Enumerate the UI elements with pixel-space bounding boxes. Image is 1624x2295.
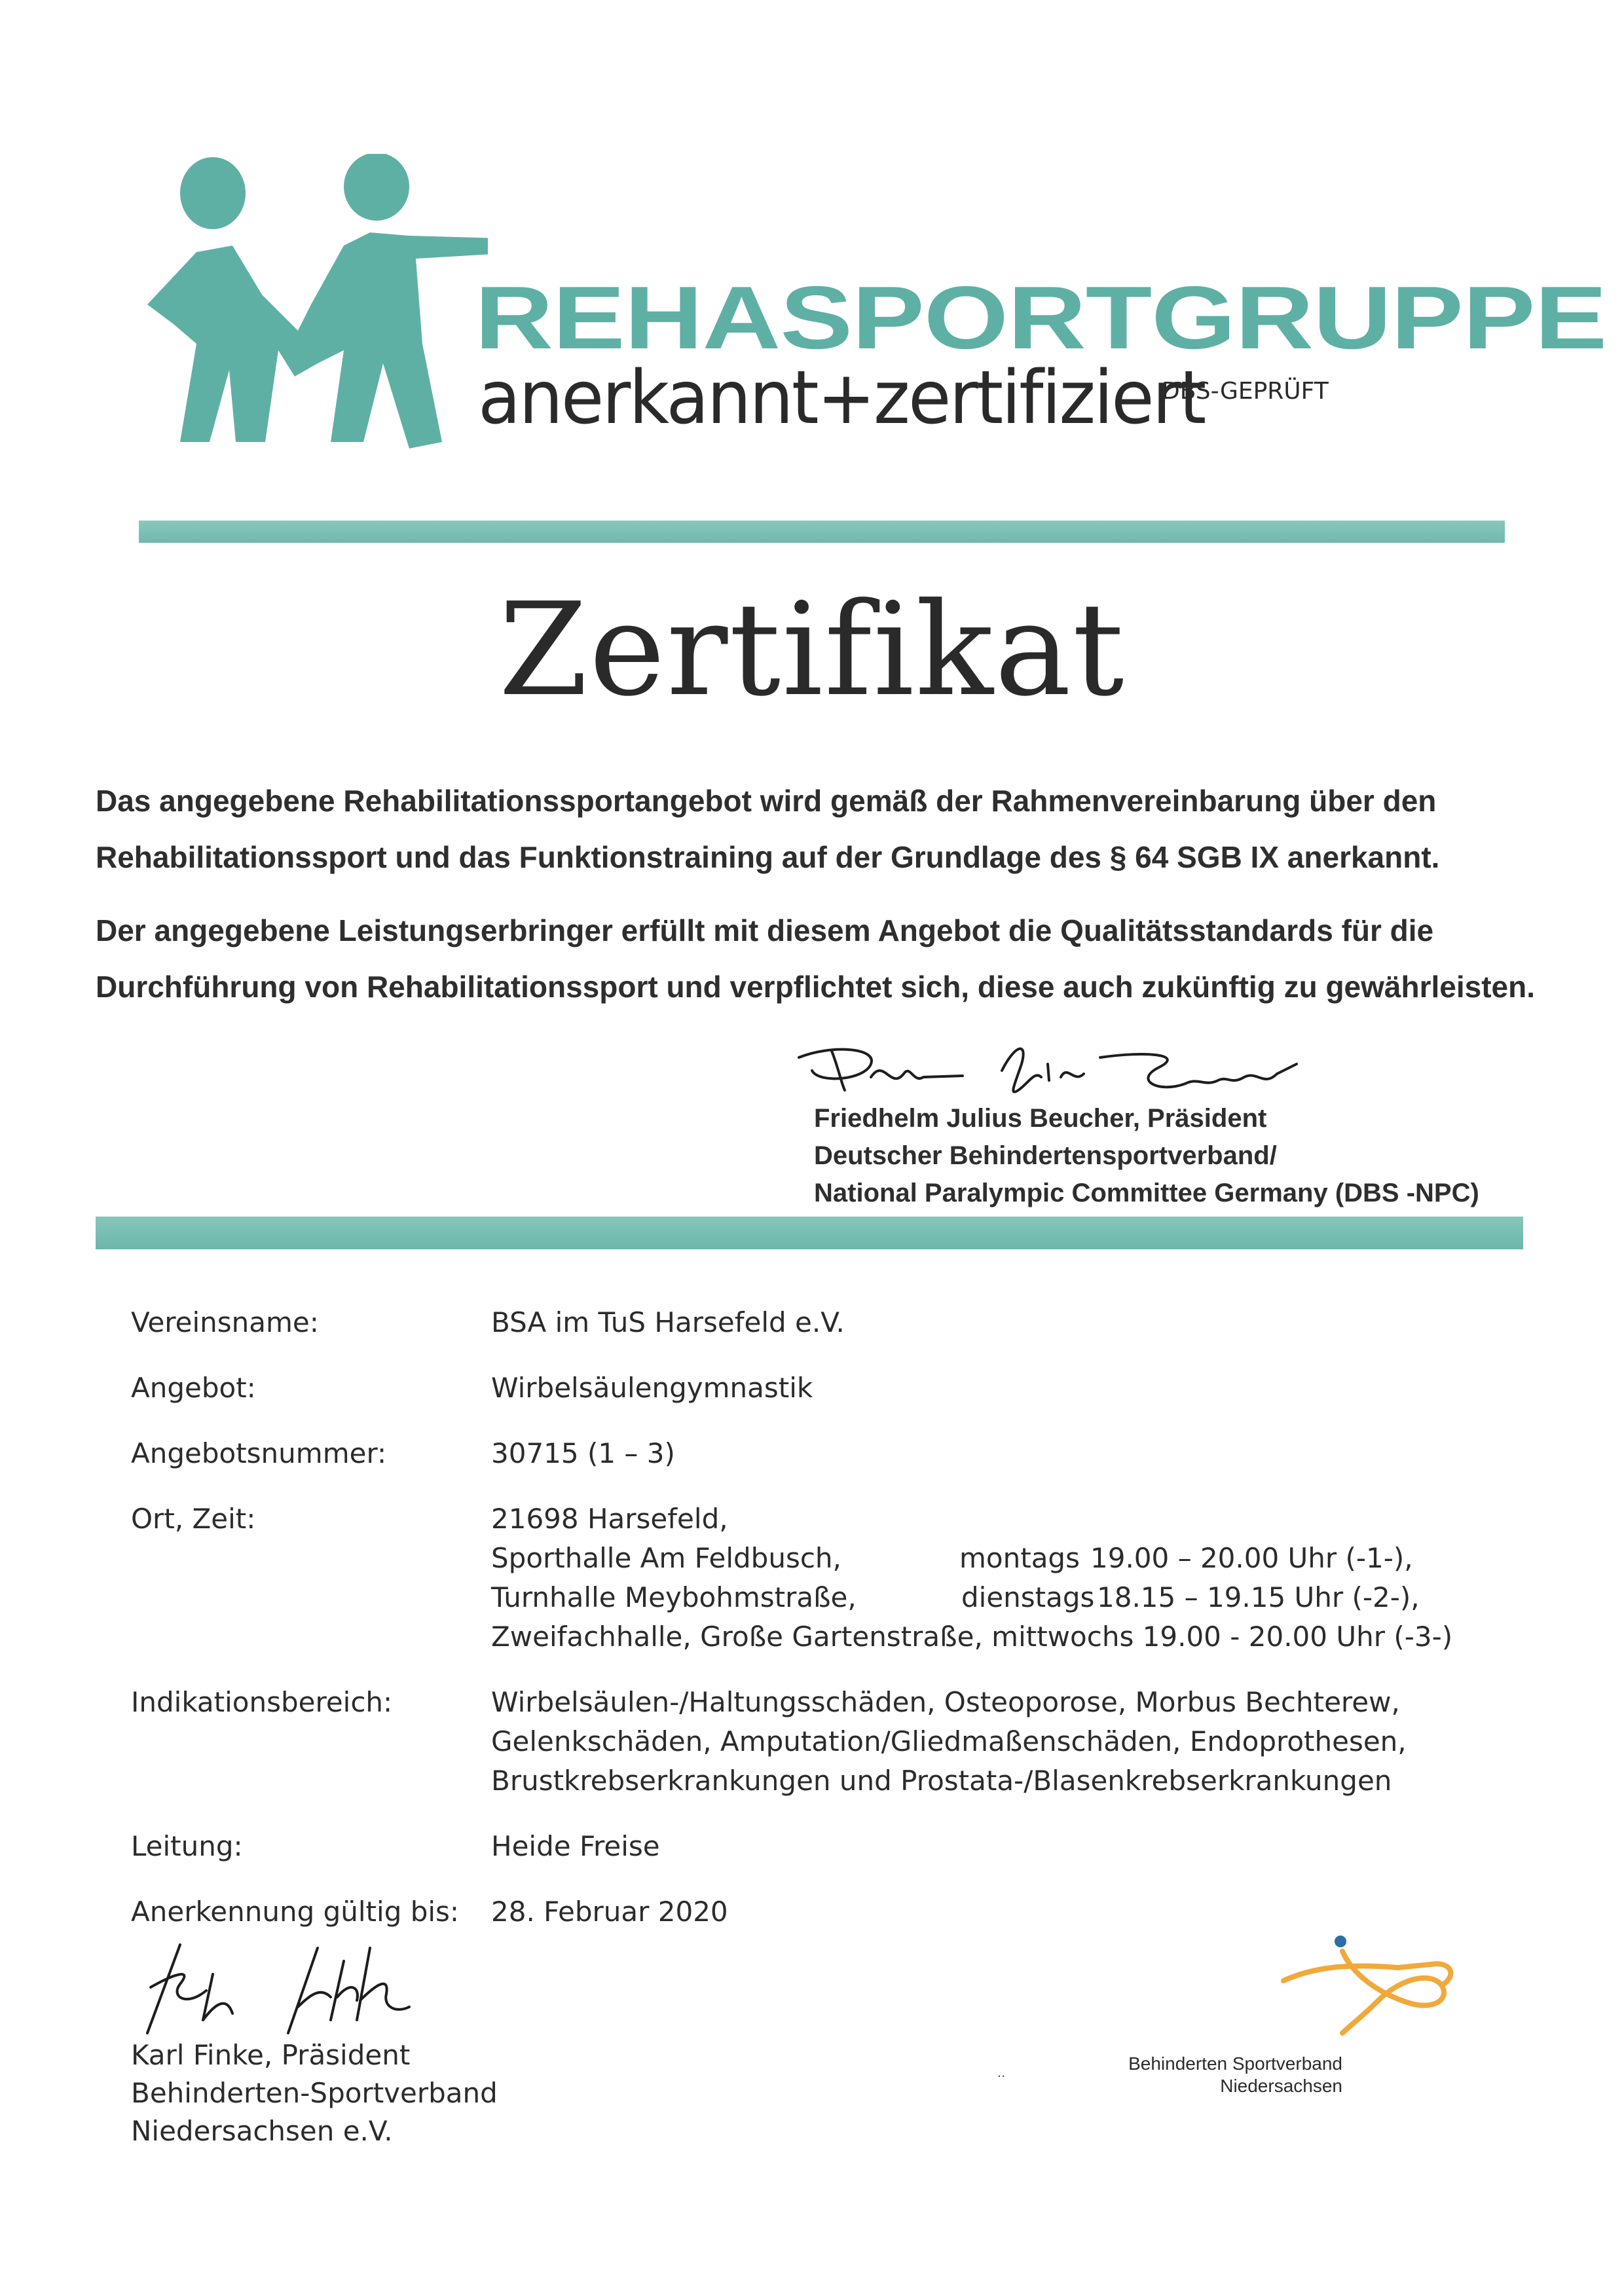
ort-zeit-label: Ort, Zeit:: [131, 1503, 256, 1535]
leitung-label: Leitung:: [131, 1830, 243, 1862]
signatory-1-block: [814, 1100, 1479, 1212]
logo-subtitle: anerkannt+zertifiziert: [478, 356, 1205, 441]
indikation-line-3: Brustkrebserkrankungen und Prostata-/Blasenkrebserkrankungen: [491, 1765, 1392, 1797]
bsn-logo-text: [1100, 2053, 1342, 2097]
signatory-2-org-2: Niedersachsen e.V.: [131, 2115, 393, 2147]
bsn-line-1: Behinderten Sportverband: [1128, 2053, 1342, 2074]
ort-line-2-time: 19.00 – 20.00 Uhr (-1-),: [1090, 1542, 1413, 1574]
logo-title: REHASPORTGRUPPE: [475, 268, 1607, 368]
scan-mark: ..: [997, 2064, 1006, 2080]
bsn-line-2: Niedersachsen: [1220, 2076, 1342, 2096]
ort-line-3: [491, 1578, 1539, 1617]
angebot-label: Angebot:: [131, 1372, 256, 1404]
logo-badge: DBS-GEPRÜFT: [1162, 378, 1329, 405]
indikation-line-1: Wirbelsäulen-/Haltungsschäden, Osteoporose, Morbus Bechterew,: [491, 1686, 1400, 1718]
signatory-2-name: Karl Finke, Präsident: [131, 2039, 411, 2071]
signatory-2-org: Behinderten-Sportverband: [131, 2077, 498, 2109]
ort-line-3-time: 18.15 – 19.15 Uhr (-2-),: [1097, 1581, 1420, 1613]
ort-line-2: [491, 1539, 1539, 1578]
gueltig-label: Anerkennung gültig bis:: [131, 1896, 460, 1928]
signatory-2-block: [131, 2036, 498, 2150]
indikation-line-2: Gelenkschäden, Amputation/Gliedmaßenschäden, Endoprothesen,: [491, 1725, 1407, 1757]
vereinsname-value: BSA im TuS Harsefeld e.V.: [491, 1306, 845, 1338]
signature-beucher: [792, 1038, 1310, 1103]
ort-line-4: Zweifachhalle, Große Gartenstraße, mittwochs 19.00 - 20.00 Uhr (-3-): [491, 1621, 1453, 1653]
ort-line-1: 21698 Harsefeld,: [491, 1503, 728, 1535]
logo-figures-icon: [134, 154, 488, 455]
middle-divider: [96, 1217, 1523, 1249]
ort-line-2-day: montags: [959, 1542, 1080, 1574]
leitung-value: Heide Freise: [491, 1830, 660, 1862]
ort-line-3-day: dienstags: [961, 1581, 1095, 1613]
page-title: Zertifikat: [498, 576, 1126, 725]
top-divider: [139, 521, 1505, 543]
gueltig-value: 28. Februar 2020: [491, 1896, 728, 1928]
angebot-value: Wirbelsäulengymnastik: [491, 1372, 813, 1404]
angebotsnummer-value: 30715 (1 – 3): [491, 1437, 675, 1469]
signatory-1-name: Friedhelm Julius Beucher, Präsident: [814, 1104, 1267, 1133]
signatory-1-org-2: National Paralympic Committee Germany (DBS -NPC): [814, 1179, 1479, 1207]
signatory-1-org: Deutscher Behindertensportverband/: [814, 1141, 1277, 1170]
angebotsnummer-label: Angebotsnummer:: [131, 1437, 387, 1469]
quality-paragraph: Der angegebene Leistungserbringer erfüllt mit diesem Angebot die Qualitätsstandards für die Durchführung von Rehabilitationssport und verpflichtet sich, diese auch zukünftig zu gewährleisten.: [96, 913, 1536, 1004]
vereinsname-label: Vereinsname:: [131, 1306, 319, 1338]
recognition-paragraph: Das angegebene Rehabilitationssportangebot wird gemäß der Rahmenvereinbarung über den Rehabilitationssport und das Funktionstraining auf der Grundlage des § 64 SGB IX anerkannt.: [96, 784, 1440, 874]
signature-finke: [134, 1935, 475, 2043]
bsn-logo-icon: [1280, 1935, 1460, 2043]
ort-line-2-place: Sporthalle Am Feldbusch,: [491, 1542, 841, 1574]
indikation-label: Indikationsbereich:: [131, 1686, 393, 1718]
ort-line-3-place: Turnhalle Meybohmstraße,: [491, 1581, 857, 1613]
